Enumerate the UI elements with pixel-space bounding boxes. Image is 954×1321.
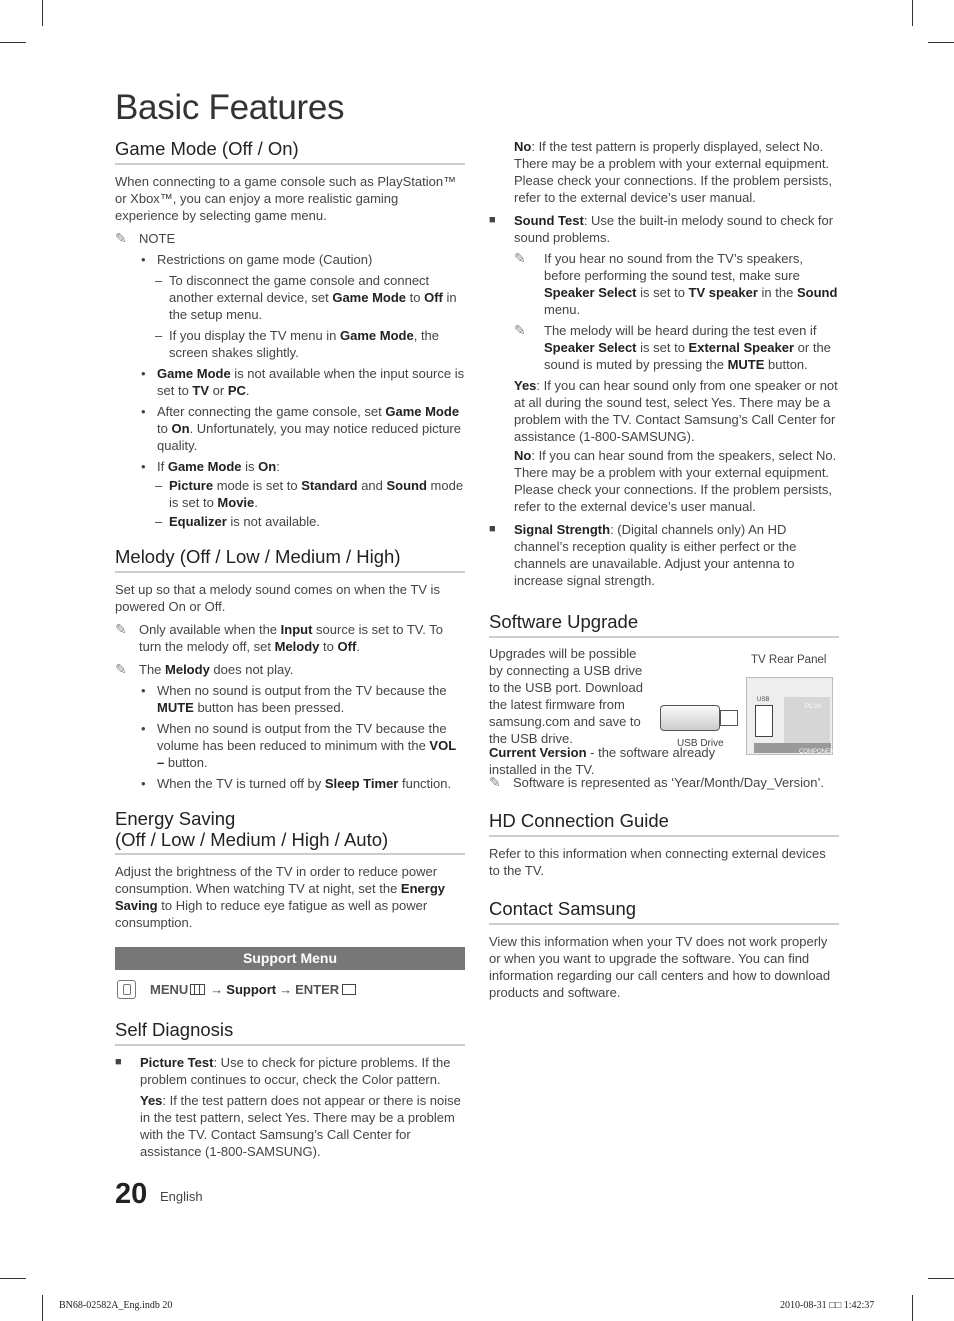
game-mode-intro: When connecting to a game console such as PlayStation™ or Xbox™, you can enjoy a more realistic gaming experience by selecting game menu.	[115, 174, 457, 223]
crop-mark	[0, 42, 26, 43]
self-diagnosis-heading: Self Diagnosis	[115, 1019, 465, 1046]
left-column	[115, 138, 465, 1160]
crop-mark	[912, 0, 913, 26]
list-item	[115, 1054, 465, 1088]
software-upgrade-block	[489, 645, 839, 777]
current-version-text: Current Version - the software already installed in the TV.	[489, 745, 716, 777]
list-item	[155, 477, 465, 511]
square-bullet-icon: ■	[489, 214, 496, 226]
support-label: Support	[226, 982, 277, 997]
note-text: Software is represented as ‘Year/Month/Day_Version’.	[513, 775, 824, 790]
restrictions-text: Restrictions on game mode (Caution)	[157, 252, 373, 267]
bullet-icon: •	[141, 776, 146, 791]
square-bullet-icon: ■	[489, 523, 496, 535]
tv-rear-panel-label: TV Rear Panel	[751, 654, 827, 666]
page-language: English	[160, 1189, 203, 1204]
enter-button-icon	[342, 984, 356, 995]
usb-port-icon	[755, 705, 773, 737]
right-column	[489, 138, 839, 1001]
list-item	[489, 212, 839, 246]
dash-text: Picture mode is set to Standard and Sound mode is set to Movie.	[169, 478, 464, 510]
list-item	[139, 682, 465, 716]
note-text: Only available when the Input source is set to TV. To turn the melody off, set Melody to Off.	[139, 622, 443, 654]
component-label: COMPONENT	[799, 749, 838, 755]
page-title: Basic Features	[115, 88, 345, 127]
square-bullet-icon: ■	[115, 1056, 122, 1068]
pencil-note-icon: ✎	[115, 621, 127, 637]
note-item	[514, 322, 839, 373]
crop-mark	[0, 1278, 26, 1279]
bullet-text: When no sound is output from the TV because the MUTE button has been pressed.	[157, 683, 447, 715]
bullet-icon: •	[141, 404, 146, 419]
note-text: The Melody does not play.	[139, 662, 294, 677]
melody-heading: Melody (Off / Low / Medium / High)	[115, 546, 465, 573]
note-item	[115, 661, 465, 678]
dash-text: Equalizer is not available.	[169, 514, 321, 529]
support-menu-bar: Support Menu	[115, 947, 465, 970]
contact-body: View this information when your TV does not work properly or when you want to upgrade the software. You can find information regarding our call centers and how to download products and software.	[489, 934, 831, 1000]
bullet-icon: •	[141, 252, 146, 267]
pc-in-label: PC IN	[805, 704, 822, 710]
bullet-icon: •	[141, 366, 146, 381]
list-item	[155, 513, 465, 530]
sound-test-no: No: If you can hear sound from the speakers, select No. There may be a problem with your external equipment. Please check your connections. If the problem persists, refer to the external device’s user manual.	[514, 448, 837, 514]
hd-guide-body: Refer to this information when connecting external devices to the TV.	[489, 846, 826, 878]
signal-strength-text: Signal Strength: (Digital channels only) An HD channel’s reception quality is either perfect or the channels are unavailable. Adjust your antenna to increase signal strength.	[514, 522, 797, 588]
usb-drive-icon	[660, 705, 720, 731]
arrow-icon: →	[279, 982, 293, 997]
list-item	[489, 521, 839, 589]
bullet-icon: •	[141, 683, 146, 698]
note-item	[115, 621, 465, 655]
dash-text: To disconnect the game console and connect another external device, set Game Mode to Off in the setup menu.	[169, 273, 457, 322]
bullet-text: When the TV is turned off by Sleep Timer function.	[157, 776, 452, 791]
arrow-icon: →	[210, 982, 224, 997]
dash-icon: –	[155, 273, 163, 288]
contact-heading: Contact Samsung	[489, 898, 839, 925]
crop-mark	[42, 0, 43, 26]
bullet-text: When no sound is output from the TV because the volume has been reduced to minimum with the VOL – button.	[157, 721, 456, 770]
pencil-note-icon: ✎	[115, 661, 127, 677]
usb-port-label: USB	[757, 697, 770, 703]
usb-plug-icon	[720, 710, 738, 726]
list-item	[139, 251, 465, 268]
dash-icon: –	[155, 478, 163, 493]
dash-icon: –	[155, 328, 163, 343]
sound-test-text: Sound Test: Use the built-in melody sound to check for sound problems.	[514, 213, 834, 245]
print-date-info: 2010-08-31 □□ 1:42:37	[780, 1300, 875, 1311]
list-item	[155, 272, 465, 323]
note-text: The melody will be heard during the test even if Speaker Select is set to External Speaker or the sound is muted by pressing the MUTE button.	[544, 323, 831, 372]
bullet-text: After connecting the game console, set Game Mode to On. Unfortunately, you may notice reduced picture quality.	[157, 404, 461, 453]
menu-label: MENU	[150, 982, 189, 997]
bullet-icon: •	[141, 721, 146, 736]
crop-mark	[928, 42, 954, 43]
bullet-text: If Game Mode is On:	[157, 459, 280, 474]
list-item	[139, 775, 465, 792]
menu-button-icon	[190, 984, 205, 995]
usb-drive-label: USB Drive	[677, 738, 724, 749]
pencil-note-icon: ✎	[514, 250, 526, 266]
note-item	[514, 250, 839, 318]
list-item	[155, 327, 465, 361]
crop-mark	[42, 1295, 43, 1321]
energy-heading: Energy Saving (Off / Low / Medium / High / Auto)	[115, 808, 465, 855]
crop-mark	[912, 1295, 913, 1321]
list-item	[139, 458, 465, 475]
note-header	[115, 230, 465, 247]
remote-hand-icon	[117, 980, 136, 999]
note-label: NOTE	[139, 231, 176, 246]
sound-test-yes: Yes: If you can hear sound only from one speaker or not at all during the sound test, select Yes. There may be a problem with the TV. Contact Samsung’s Call Center for assistance (1-800-SAMSUNG).	[514, 378, 838, 444]
software-upgrade-heading: Software Upgrade	[489, 611, 839, 638]
bullet-text: Game Mode is not available when the input source is set to TV or PC.	[157, 366, 465, 398]
bullet-icon: •	[141, 459, 146, 474]
picture-test-no: No: If the test pattern is properly displayed, select No. There may be a problem with your external equipment. Please check your connections. If the problem persists, refer to the external device’s user manual.	[514, 139, 832, 205]
list-item	[139, 720, 465, 771]
energy-body: Adjust the brightness of the TV in order to reduce power consumption. When watching TV at night, set the Energy Saving to High to reduce eye fatigue as well as power consumption.	[115, 864, 445, 930]
crop-mark	[928, 1278, 954, 1279]
dash-text: If you display the TV menu in Game Mode, the screen shakes slightly.	[169, 328, 440, 360]
pencil-note-icon: ✎	[115, 230, 127, 246]
note-text: If you hear no sound from the TV’s speakers, before performing the sound test, make sure Speaker Select is set to TV speaker in the Sound menu.	[544, 251, 838, 317]
hd-guide-heading: HD Connection Guide	[489, 810, 839, 837]
game-mode-heading: Game Mode (Off / On)	[115, 138, 465, 165]
pencil-note-icon: ✎	[514, 322, 526, 338]
enter-label: ENTER	[295, 982, 340, 997]
dash-icon: –	[155, 514, 163, 529]
print-file-info: BN68-02582A_Eng.indb 20	[59, 1300, 173, 1311]
picture-test-text: Picture Test: Use to check for picture problems. If the problem continues to occur, check the Color pattern.	[140, 1055, 451, 1087]
melody-intro: Set up so that a melody sound comes on when the TV is powered On or Off.	[115, 582, 440, 614]
picture-test-yes: Yes: If the test pattern does not appear or there is noise in the test pattern, select Yes. There may be a problem with the TV. Contact Samsung’s Call Center for assistance (1-800-SAMSUNG).	[140, 1093, 461, 1159]
support-menu-path	[115, 980, 465, 999]
list-item	[139, 403, 465, 454]
page-number: 20	[115, 1178, 148, 1210]
list-item	[139, 365, 465, 399]
pencil-note-icon: ✎	[489, 774, 501, 790]
software-upgrade-body: Upgrades will be possible by connecting a USB drive to the USB port. Download the latest firmware from samsung.com and save to the USB drive.	[489, 646, 643, 746]
